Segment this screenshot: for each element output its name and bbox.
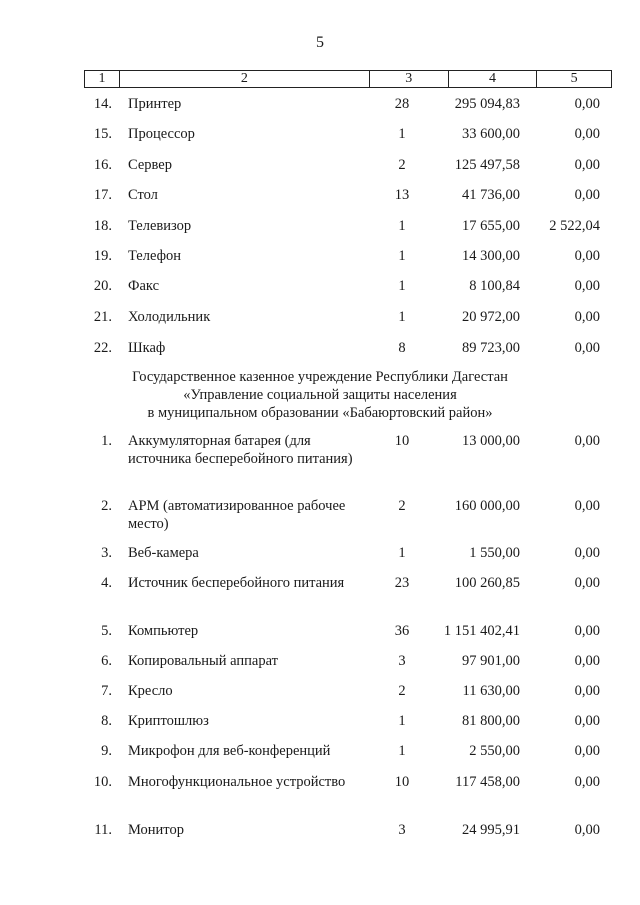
item-amount: 160 000,00 (454, 498, 520, 514)
item-name: Принтер (128, 96, 182, 112)
item-extra: 0,00 (574, 575, 600, 591)
item-amount: 2 550,00 (469, 743, 520, 759)
item-name: Веб-камера (128, 545, 199, 561)
row-number: 22. (93, 340, 112, 356)
item-amount: 41 736,00 (462, 187, 520, 203)
item-amount: 17 655,00 (462, 218, 520, 234)
row-number: 6. (101, 653, 112, 669)
row-number: 10. (93, 774, 112, 790)
row-number: 21. (93, 309, 112, 325)
item-quantity: 8 (398, 340, 406, 356)
item-name: Сервер (128, 157, 172, 173)
item-extra: 0,00 (574, 743, 600, 759)
item-quantity: 23 (394, 575, 410, 591)
section-heading-line-2: «Управление социальной защиты населения (183, 387, 457, 403)
item-extra: 0,00 (574, 309, 600, 325)
header-col-4: 4 (448, 71, 537, 87)
header-col-5: 5 (536, 71, 611, 87)
item-quantity: 1 (398, 743, 406, 759)
item-name: Криптошлюз (128, 713, 209, 729)
item-quantity: 3 (398, 822, 406, 838)
item-name: Шкаф (128, 340, 166, 356)
item-name: Многофункциональное устройство (128, 774, 346, 790)
item-name: Кресло (128, 683, 173, 699)
item-extra: 0,00 (574, 340, 600, 356)
item-name: Копировальный аппарат (128, 653, 279, 669)
item-quantity: 10 (394, 433, 410, 449)
item-amount: 97 901,00 (462, 653, 520, 669)
item-extra: 0,00 (574, 683, 600, 699)
row-number: 14. (93, 96, 112, 112)
item-name: Факс (128, 278, 160, 294)
item-extra: 0,00 (574, 774, 600, 790)
item-amount: 89 723,00 (462, 340, 520, 356)
item-amount: 125 497,58 (454, 157, 520, 173)
table-header (84, 70, 612, 88)
item-amount: 24 995,91 (462, 822, 520, 838)
item-amount: 13 000,00 (462, 433, 520, 449)
item-extra: 0,00 (574, 623, 600, 639)
row-number: 1. (101, 433, 112, 449)
header-col-3: 3 (369, 71, 448, 87)
item-extra: 0,00 (574, 498, 600, 514)
item-extra: 0,00 (574, 653, 600, 669)
section-heading-line-3: в муниципальном образовании «Бабаюртовский район» (147, 405, 493, 421)
section-heading-line-1: Государственное казенное учреждение Республики Дагестан (132, 369, 508, 385)
item-amount: 1 550,00 (469, 545, 520, 561)
item-quantity: 1 (398, 545, 406, 561)
item-extra: 0,00 (574, 545, 600, 561)
item-name: Аккумуляторная батарея (для источника бесперебойного питания) (128, 433, 353, 467)
item-quantity: 2 (398, 157, 406, 173)
item-extra: 0,00 (574, 433, 600, 449)
item-extra: 0,00 (574, 248, 600, 264)
row-number: 17. (93, 187, 112, 203)
row-number: 5. (101, 623, 112, 639)
row-number: 20. (93, 278, 112, 294)
item-name: Стол (128, 187, 158, 203)
row-number: 15. (93, 126, 112, 142)
item-extra: 2 522,04 (549, 218, 600, 234)
item-quantity: 1 (398, 278, 406, 294)
item-extra: 0,00 (574, 187, 600, 203)
row-number: 18. (93, 218, 112, 234)
item-amount: 81 800,00 (462, 713, 520, 729)
item-extra: 0,00 (574, 822, 600, 838)
item-name: АРМ (автоматизированное рабочее место) (128, 498, 346, 532)
item-amount: 33 600,00 (462, 126, 520, 142)
item-quantity: 2 (398, 498, 406, 514)
row-number: 11. (94, 822, 112, 838)
item-name: Телефон (128, 248, 181, 264)
row-number: 9. (101, 743, 112, 759)
item-amount: 117 458,00 (455, 774, 520, 790)
item-quantity: 1 (398, 309, 406, 325)
item-amount: 295 094,83 (454, 96, 520, 112)
page-number: 5 (316, 34, 324, 51)
item-name: Монитор (128, 822, 184, 838)
item-amount: 11 630,00 (462, 683, 520, 699)
row-number: 8. (101, 713, 112, 729)
item-amount: 20 972,00 (462, 309, 520, 325)
item-name: Микрофон для веб-конференций (128, 743, 331, 759)
item-amount: 8 100,84 (469, 278, 520, 294)
item-name: Холодильник (128, 309, 211, 325)
item-quantity: 2 (398, 683, 406, 699)
item-quantity: 28 (394, 96, 410, 112)
item-extra: 0,00 (574, 278, 600, 294)
item-quantity: 10 (394, 774, 410, 790)
item-name: Компьютер (128, 623, 199, 639)
item-quantity: 1 (398, 713, 406, 729)
item-quantity: 1 (398, 218, 406, 234)
header-col-1: 1 (98, 71, 106, 86)
item-extra: 0,00 (574, 96, 600, 112)
item-extra: 0,00 (574, 126, 600, 142)
item-extra: 0,00 (574, 713, 600, 729)
item-quantity: 36 (394, 623, 410, 639)
item-name: Процессор (128, 126, 195, 142)
row-number: 3. (101, 545, 112, 561)
item-name: Телевизор (128, 218, 192, 234)
item-amount: 14 300,00 (462, 248, 520, 264)
row-number: 7. (101, 683, 112, 699)
row-number: 16. (93, 157, 112, 173)
section-heading (0, 368, 640, 422)
item-quantity: 13 (394, 187, 410, 203)
item-quantity: 1 (398, 248, 406, 264)
item-name: Источник бесперебойного питания (128, 575, 345, 591)
row-number: 2. (101, 498, 112, 514)
item-quantity: 1 (398, 126, 406, 142)
item-amount: 100 260,85 (454, 575, 520, 591)
header-col-2: 2 (119, 71, 369, 87)
row-number: 19. (93, 248, 112, 264)
row-number: 4. (101, 575, 112, 591)
item-extra: 0,00 (574, 157, 600, 173)
item-amount: 1 151 402,41 (443, 623, 520, 639)
item-quantity: 3 (398, 653, 406, 669)
